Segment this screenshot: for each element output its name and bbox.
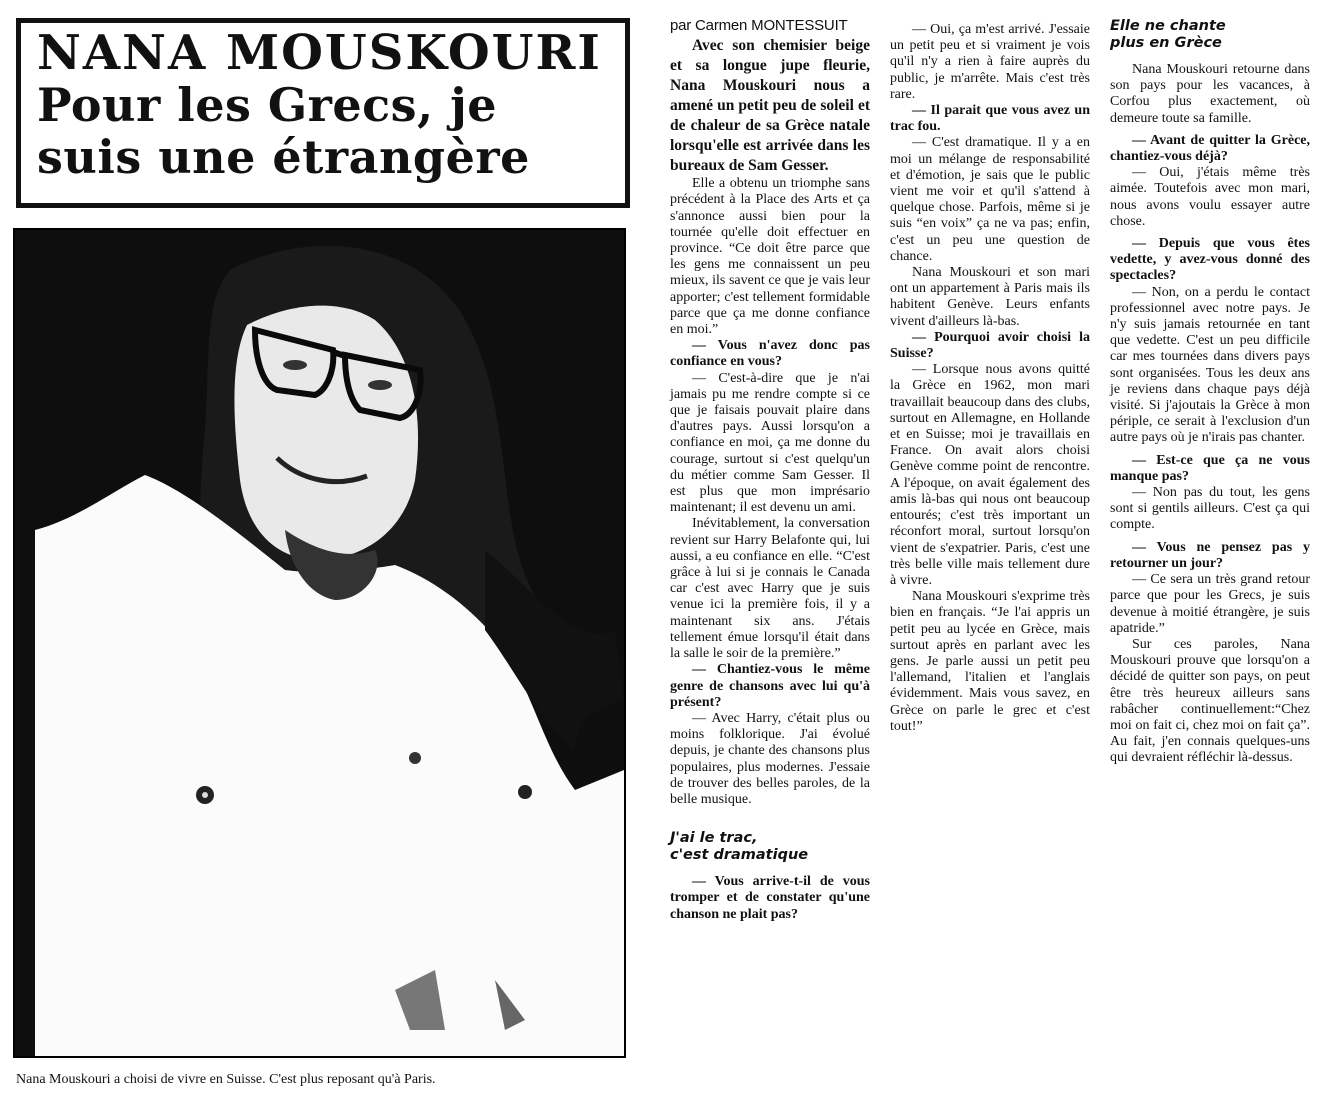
- paragraph: Inévitablement, la conversation revient sur Harry Belafonte qui, lui aussi, a eu confiance en elle. “C'est grâce à lui si je connais le Canada car c'est avec Harry que je suis venue ici la première fois, il y a maintenant six ans. J'étais tellement émue lorsqu'il était dans la salle le soir de la première.”: [670, 516, 870, 662]
- headline-line-2: Pour les Grecs, je: [37, 78, 498, 132]
- paragraph: — Avec Harry, c'était plus ou moins folklorique. J'ai évolué depuis, je chante des chansons plus populaires, plus modernes. J'essaie de trouver des belles paroles, de la belle musique.: [670, 710, 870, 807]
- paragraph: Nana Mouskouri s'exprime très bien en français. “Je l'ai appris un petit peu au lycée en Grèce, mais surtout après en parlant avec les gens. Je parle aussi un petit peu l'allemand, l'italien et l'anglais évidemment. Mais vous savez, en Grèce on parle le grec et c'est tout!”: [890, 589, 1090, 734]
- paragraph: — Lorsque nous avons quitté la Grèce en 1962, mon mari travaillait beaucoup dans des clubs, surtout en Allemagne, en Hollande et en Suisse; moi je travaillais en France. On avait alors choisi Genève comme point de rencontre. A l'époque, on avait également des amis là-bas qui nous ont beaucoup entourés; c'est très important un réconfort moral, surtout lorsqu'on vient de s'expatrier. Paris, c'est une très belle ville mais tellement dure à vivre.: [890, 362, 1090, 588]
- subheading-grece: [1110, 18, 1310, 52]
- lead-paragraph: Avec son chemisier beige et sa longue jupe fleurie, Nana Mouskouri nous a amené un petit peu de soleil et de chaleur de sa Grèce natale lorsqu'elle est arrivée dans les bureaux de Sam Gesser.: [670, 37, 870, 175]
- question: — Avant de quitter la Grèce, chantiez-vous déjà?: [1110, 132, 1310, 165]
- subheading-line-2: plus en Grèce: [1110, 35, 1222, 51]
- headline-name: NANA MOUSKOURI: [37, 25, 602, 81]
- question: — Vous ne pensez pas y retourner un jour?: [1110, 539, 1310, 571]
- paragraph: — Ce sera un très grand retour parce que pour les Grecs, je suis devenue à moitié étrangère, je suis apatride.”: [1110, 572, 1310, 636]
- question: — Est-ce que ça ne vous manque pas?: [1110, 452, 1310, 484]
- paragraph: — C'est-à-dire que je n'ai jamais pu me rendre compte si ce que je faisais pouvait plaire dans d'autres pays. Aussi lorsqu'on a confiance en moi, ça me donne du courage, surtout si c'est quelqu'un du métier comme Sam Gesser. Il est plus que mon imprésario maintenant; il est devenu un ami.: [670, 370, 870, 516]
- paragraph: Elle a obtenu un triomphe sans précédent à la Place des Arts et ça s'annonce aussi bien pour la tournée qu'elle doit effectuer en province. “Ce doit être parce que les gens me connaissent un peu mieux, ils savent ce que je vais leur apporter; c'est tellement formidable parce que ça me donne confiance en moi.”: [670, 176, 870, 338]
- paragraph: — C'est dramatique. Il y a en moi un mélange de responsabilité et d'émotion, je sais que le public vient me voir et qu'il s'attend à quelque chose. Parfois, même si je suis “en voix” ça ne va pas; enfin, c'est un peu une question de chance.: [890, 135, 1090, 264]
- headline-line-3: suis une étrangère: [37, 130, 530, 184]
- paragraph: Nana Mouskouri et son mari ont un appartement à Paris mais ils habitent Genève. Leurs enfants vivent d'ailleurs là-bas.: [890, 265, 1090, 329]
- paragraph: Nana Mouskouri retourne dans son pays pour les vacances, à Corfou plus exactement, où demeure toute sa famille.: [1110, 62, 1310, 126]
- subheading-line-2: c'est dramatique: [670, 847, 809, 864]
- button-right: [518, 785, 532, 799]
- question: — Pourquoi avoir choisi la Suisse?: [890, 329, 1090, 362]
- portrait-illustration: [15, 230, 624, 1056]
- byline: par Carmen MONTESSUIT: [670, 17, 848, 34]
- article-column-3: [1110, 18, 1310, 767]
- headline-box: [16, 18, 630, 208]
- question: — Depuis que vous êtes vedette, y avez-vous donné des spectacles?: [1110, 236, 1310, 284]
- paragraph: — Non pas du tout, les gens sont si gentils ailleurs. C'est ça qui compte.: [1110, 485, 1310, 533]
- portrait-photo: [13, 228, 626, 1058]
- subheading-line-1: J'ai le trac,: [670, 830, 758, 847]
- question: — Chantiez-vous le même genre de chansons avec lui qu'à présent?: [670, 662, 870, 710]
- paragraph: — Oui, ça m'est arrivé. J'essaie un petit peu et si vraiment je vois qu'il n'y a rien à faire auprès du public, je m'arrête. Mais c'est très rare.: [890, 22, 1090, 102]
- subheading-line-1: Elle ne chante: [1110, 18, 1226, 34]
- article-column-1: [670, 18, 870, 923]
- face-shape: [234, 306, 418, 560]
- paragraph: Sur ces paroles, Nana Mouskouri prouve que lorsqu'on a décidé de quitter son pays, on peut être très heureux ailleurs sans rabâcher continuellement:“Chez moi on fait ci, chez moi on fait ça”. Au fait, j'en connais quelques-uns qui devraient réfléchir là-dessus.: [1110, 636, 1310, 766]
- question: — Vous n'avez donc pas confiance en vous?: [670, 338, 870, 370]
- paragraph: — Non, on a perdu le contact professionnel avec notre pays. Je n'y suis jamais retournée en tant que vedette. C'est un peu difficile car mes tournées dans divers pays sont organisées. Tous les deux ans je reviens dans chaque pays déjà visité. Si j'ajoutais la Grèce à mon périple, ce serait à l'exclusion d'un autre pays où je n'irais pas chanter.: [1110, 284, 1310, 446]
- question: — Il parait que vous avez un trac fou.: [890, 103, 1090, 135]
- subheading-trac: [670, 830, 870, 864]
- question: — Vous arrive-t-il de vous tromper et de constater qu'une chanson ne plait pas?: [670, 874, 870, 922]
- article-column-2: [890, 22, 1090, 735]
- paragraph: — Oui, j'étais même très aimée. Toutefois avec mon mari, nous avons voulu essayer autre chose.: [1110, 165, 1310, 229]
- photo-caption: Nana Mouskouri a choisi de vivre en Suisse. C'est plus reposant qu'à Paris.: [16, 1072, 436, 1087]
